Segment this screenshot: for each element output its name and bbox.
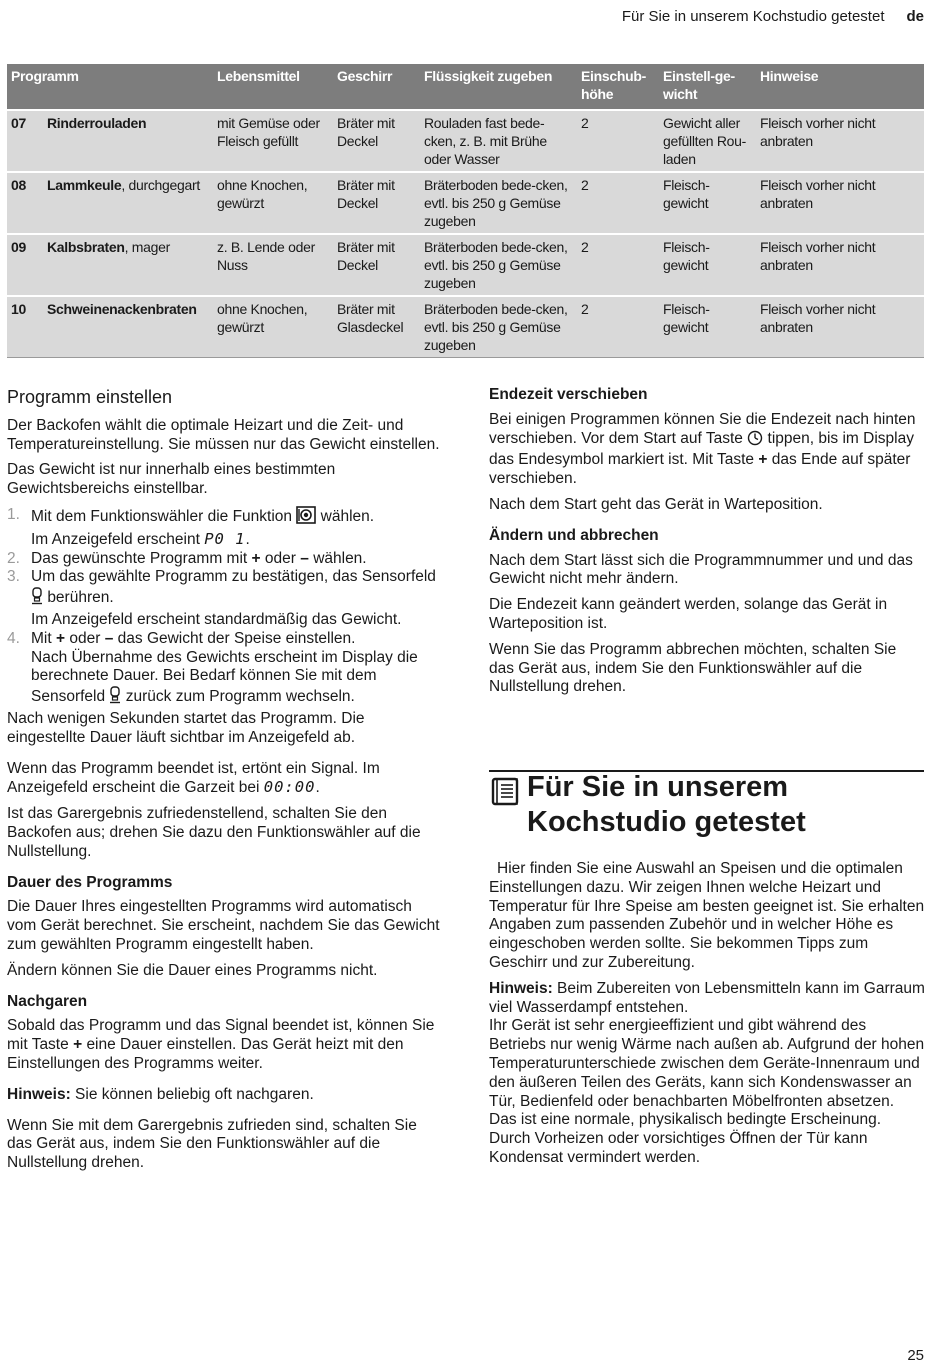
level-cell: 2 bbox=[577, 172, 659, 234]
paragraph: Ist das Garergebnis zufriedenstellend, schalten Sie den Backofen aus; drehen Sie dazu den Funktionswähler auf die Nullstellung. bbox=[7, 805, 421, 860]
program-cell bbox=[7, 172, 213, 234]
step-number: 3. bbox=[7, 568, 20, 586]
paragraph: Das Gewicht ist nur innerhalb eines bestimmten Gewichtsbereichs einstellbar. bbox=[7, 461, 336, 498]
subheading-duration: Dauer des Programms bbox=[7, 873, 173, 891]
paragraph: Nach wenigen Sekunden startet das Programm. Die eingestellte Dauer läuft sichtbar im Anzeigefeld ab. bbox=[7, 709, 365, 746]
hint-label: Hinweis: bbox=[7, 1085, 71, 1103]
program-table bbox=[7, 64, 924, 358]
subheading-change-cancel: Ändern und abbrechen bbox=[489, 526, 659, 544]
dish-cell: Bräter mit Glasdeckel bbox=[333, 296, 420, 358]
food-cell: z. B. Lende oder Nuss bbox=[213, 234, 333, 296]
dish-cell: Bräter mit Deckel bbox=[333, 110, 420, 172]
step-text: wählen. bbox=[313, 549, 367, 567]
right-column bbox=[489, 386, 925, 704]
running-header bbox=[622, 8, 924, 25]
paragraph-text: eine Dauer einstellen. Das Gerät heizt mit den Einstellungen des Programms weiter. bbox=[7, 1036, 404, 1072]
step-text: Im Anzeigefeld erscheint bbox=[31, 530, 200, 548]
col-header-food: Lebensmittel bbox=[213, 64, 333, 110]
program-name: Schweinenackenbraten bbox=[47, 301, 197, 317]
hint-paragraph bbox=[489, 980, 925, 1168]
col-header-level: Einschub-höhe bbox=[577, 64, 659, 110]
table-row bbox=[7, 172, 924, 234]
col-header-dish: Geschirr bbox=[333, 64, 420, 110]
step-text: Mit bbox=[31, 629, 52, 647]
weight-cell: Gewicht aller gefüllten Rou-laden bbox=[659, 110, 756, 172]
liquid-cell: Bräterboden bede-cken, evtl. bis 250 g Gemüse zugeben bbox=[420, 172, 577, 234]
paragraph: Hier finden Sie eine Auswahl an Speisen und die optimalen Einstellungen dazu. Wir zeigen Ihnen welche Heizart und Temperatur für Ihre Speise am besten geeignet ist. Sie erhalten Angaben zum passenden Zubehör und in welcher Höhe es eingeschoben werden sollte. Sie bekommen Tipps zum Geschirr und zur Zubereitung. bbox=[489, 860, 925, 971]
paragraph-text: tippen, bis im Display das Endesymbol markiert ist. Mit Taste bbox=[489, 429, 914, 469]
weight-cell: Fleisch-gewicht bbox=[659, 234, 756, 296]
level-cell: 2 bbox=[577, 234, 659, 296]
step-number: 4. bbox=[7, 629, 20, 647]
program-name: Kalbsbraten bbox=[47, 239, 125, 255]
hint-cell: Fleisch vorher nicht anbraten bbox=[756, 296, 924, 358]
col-header-hints: Hinweise bbox=[756, 64, 924, 110]
paragraph-text: . bbox=[315, 779, 320, 797]
sensor-field-icon bbox=[109, 686, 121, 710]
plus-icon: + bbox=[758, 451, 768, 469]
program-name: Rinderrouladen bbox=[47, 115, 147, 131]
sensor-field-icon bbox=[31, 587, 43, 611]
paragraph bbox=[489, 411, 925, 489]
section-title-kochstudio: Für Sie in unserem Kochstudio getestet bbox=[527, 771, 806, 838]
list-item bbox=[7, 506, 445, 550]
step-text: berühren. bbox=[47, 589, 114, 607]
liquid-cell: Bräterboden bede-cken, evtl. bis 250 g Gemüse zugeben bbox=[420, 296, 577, 358]
paragraph-text: das Ende auf später verschieben. bbox=[489, 451, 911, 488]
paragraph bbox=[7, 1017, 445, 1073]
dish-cell: Bräter mit Deckel bbox=[333, 172, 420, 234]
plus-icon: + bbox=[55, 629, 66, 647]
program-suffix: , mager bbox=[124, 239, 170, 255]
paragraph: Nach dem Start lässt sich die Programmnummer und und das Gewicht nicht mehr ändern. bbox=[489, 551, 913, 588]
paragraph-text: Sobald das Programm und das Signal beendet ist, können Sie mit Taste bbox=[7, 1017, 435, 1054]
program-function-icon bbox=[296, 506, 316, 530]
table-row bbox=[7, 110, 924, 172]
program-cell bbox=[7, 296, 213, 358]
table-row bbox=[7, 234, 924, 296]
step-number: 2. bbox=[7, 549, 20, 567]
list-item bbox=[7, 550, 445, 569]
paragraph: Wenn Sie mit dem Garergebnis zufrieden sind, schalten Sie das Gerät aus, indem Sie den Funktionswähler auf die Nullstellung drehen. bbox=[7, 1116, 417, 1172]
step-text: oder bbox=[69, 629, 101, 647]
food-cell: ohne Knochen, gewürzt bbox=[213, 296, 333, 358]
program-number: 07 bbox=[11, 115, 26, 131]
step-number: 1. bbox=[7, 505, 20, 523]
program-cell bbox=[7, 234, 213, 296]
paragraph: Wenn Sie das Programm abbrechen möchten, schalten Sie das Gerät aus, indem Sie den Funktionswähler auf die Nullstellung drehen. bbox=[489, 640, 897, 696]
step-text: oder bbox=[264, 549, 296, 567]
program-number: 10 bbox=[11, 301, 26, 317]
program-number: 08 bbox=[11, 177, 26, 193]
hint-cell: Fleisch vorher nicht anbraten bbox=[756, 234, 924, 296]
table-row bbox=[7, 296, 924, 358]
step-list bbox=[7, 506, 445, 710]
table-header-row bbox=[7, 64, 924, 110]
subheading-shift-end-time: Endezeit verschieben bbox=[489, 386, 648, 403]
step-text: Nach Übernahme des Gewichts erscheint im Display die berechnete Dauer. Bei Bedarf können Sie mit dem Sensorfeld bbox=[31, 648, 418, 706]
plus-icon: + bbox=[73, 1036, 83, 1054]
subheading-aftercooking: Nachgaren bbox=[7, 992, 88, 1010]
paragraph: Ändern können Sie die Dauer eines Programms nicht. bbox=[7, 961, 378, 979]
paragraph bbox=[7, 760, 445, 799]
program-cell bbox=[7, 110, 213, 172]
step-text: . bbox=[245, 530, 250, 548]
hint-cell: Fleisch vorher nicht anbraten bbox=[756, 110, 924, 172]
paragraph: Die Endezeit kann geändert werden, solange das Gerät in Warteposition ist. bbox=[489, 596, 888, 632]
hint-label: Hinweis: bbox=[489, 979, 553, 997]
paragraph: Nach dem Start geht das Gerät in Warteposition. bbox=[489, 495, 823, 513]
dish-cell: Bräter mit Deckel bbox=[333, 234, 420, 296]
col-header-weight: Einstell-ge-wicht bbox=[659, 64, 756, 110]
paragraph: Der Backofen wählt die optimale Heizart und die Zeit- und Temperatureinstellung. Sie müssen nur das Gewicht einstellen. bbox=[7, 416, 440, 453]
food-cell: mit Gemüse oder Fleisch gefüllt bbox=[213, 110, 333, 172]
hint-cell: Fleisch vorher nicht anbraten bbox=[756, 172, 924, 234]
list-item bbox=[7, 568, 445, 629]
step-text: wählen. bbox=[320, 507, 375, 525]
paragraph: Die Dauer Ihres eingestellten Programms wird automatisch vom Gerät berechnet. Sie erscheint, nachdem Sie das Gewicht zum gewählten Programm eingestellt haben. bbox=[7, 898, 440, 953]
program-suffix: , durchgegart bbox=[121, 177, 200, 193]
minus-icon: – bbox=[104, 629, 114, 647]
col-header-program: Programm bbox=[7, 64, 213, 110]
step-text: zurück zum Programm wechseln. bbox=[125, 688, 355, 706]
minus-icon: – bbox=[300, 549, 309, 567]
weight-cell: Fleisch-gewicht bbox=[659, 296, 756, 358]
step-text: Im Anzeigefeld erscheint standardmäßig das Gewicht. bbox=[31, 610, 402, 628]
header-title: Für Sie in unserem Kochstudio getestet bbox=[621, 8, 885, 25]
display-readout: 00:00 bbox=[263, 778, 316, 797]
hint-paragraph bbox=[7, 1086, 445, 1105]
clock-icon bbox=[747, 430, 763, 452]
liquid-cell: Rouladen fast bede-cken, z. B. mit Brühe oder Wasser bbox=[420, 110, 577, 172]
col-header-liquid: Flüssigkeit zugeben bbox=[420, 64, 577, 110]
hint-text: Beim Zubereiten von Lebensmitteln kann im Garraum viel Wasserdampf entstehen. bbox=[489, 979, 925, 1016]
hint-text: Sie können beliebig oft nachgaren. bbox=[75, 1085, 314, 1103]
hint-text: Ihr Gerät ist sehr energieeffizient und gibt während des Betriebs nur wenig Wärme nach außen ab. Aufgrund der hohen Temperaturunterschiede zwischen dem Geräte-Innenraum und den äußeren Teilen des Geräts, kann sich Kondenswasser an Tür, Bedienfeld oder benachbarten Möbelfronten absetzen. Das ist eine normale, physikalisch bedingte Erscheinung. Durch Vorheizen oder vorsichtiges Öffnen der Tür kann Kondensat vermindert werden. bbox=[489, 1017, 925, 1166]
level-cell: 2 bbox=[577, 296, 659, 358]
kochstudio-intro bbox=[489, 860, 925, 1175]
step-text: Um das gewählte Programm zu bestätigen, das Sensorfeld bbox=[31, 568, 436, 586]
program-name: Lammkeule bbox=[47, 177, 122, 193]
step-text: Mit dem Funktionswähler die Funktion bbox=[31, 507, 293, 525]
paragraph-text: Wenn das Programm beendet ist, ertönt ein Signal. Im Anzeigefeld erscheint die Garzeit bei bbox=[7, 759, 380, 797]
language-code: de bbox=[906, 8, 924, 25]
book-icon bbox=[491, 776, 521, 811]
plus-icon: + bbox=[251, 549, 261, 567]
liquid-cell: Bräterboden bede-cken, evtl. bis 250 g Gemüse zugeben bbox=[420, 234, 577, 296]
page-number: 25 bbox=[907, 1347, 924, 1364]
display-readout: P0 1 bbox=[204, 529, 246, 548]
weight-cell: Fleisch-gewicht bbox=[659, 172, 756, 234]
list-item bbox=[7, 630, 445, 710]
left-column bbox=[7, 386, 445, 1180]
food-cell: ohne Knochen, gewürzt bbox=[213, 172, 333, 234]
step-text: Das gewünschte Programm mit bbox=[31, 549, 248, 567]
section-title-program-setup: Programm einstellen bbox=[7, 387, 173, 407]
step-text: das Gewicht der Speise einstellen. bbox=[117, 629, 356, 647]
level-cell: 2 bbox=[577, 110, 659, 172]
program-number: 09 bbox=[11, 239, 26, 255]
paragraph-text: Bei einigen Programmen können Sie die Endezeit nach hinten verschieben. Vor dem Start auf Taste bbox=[489, 410, 916, 447]
